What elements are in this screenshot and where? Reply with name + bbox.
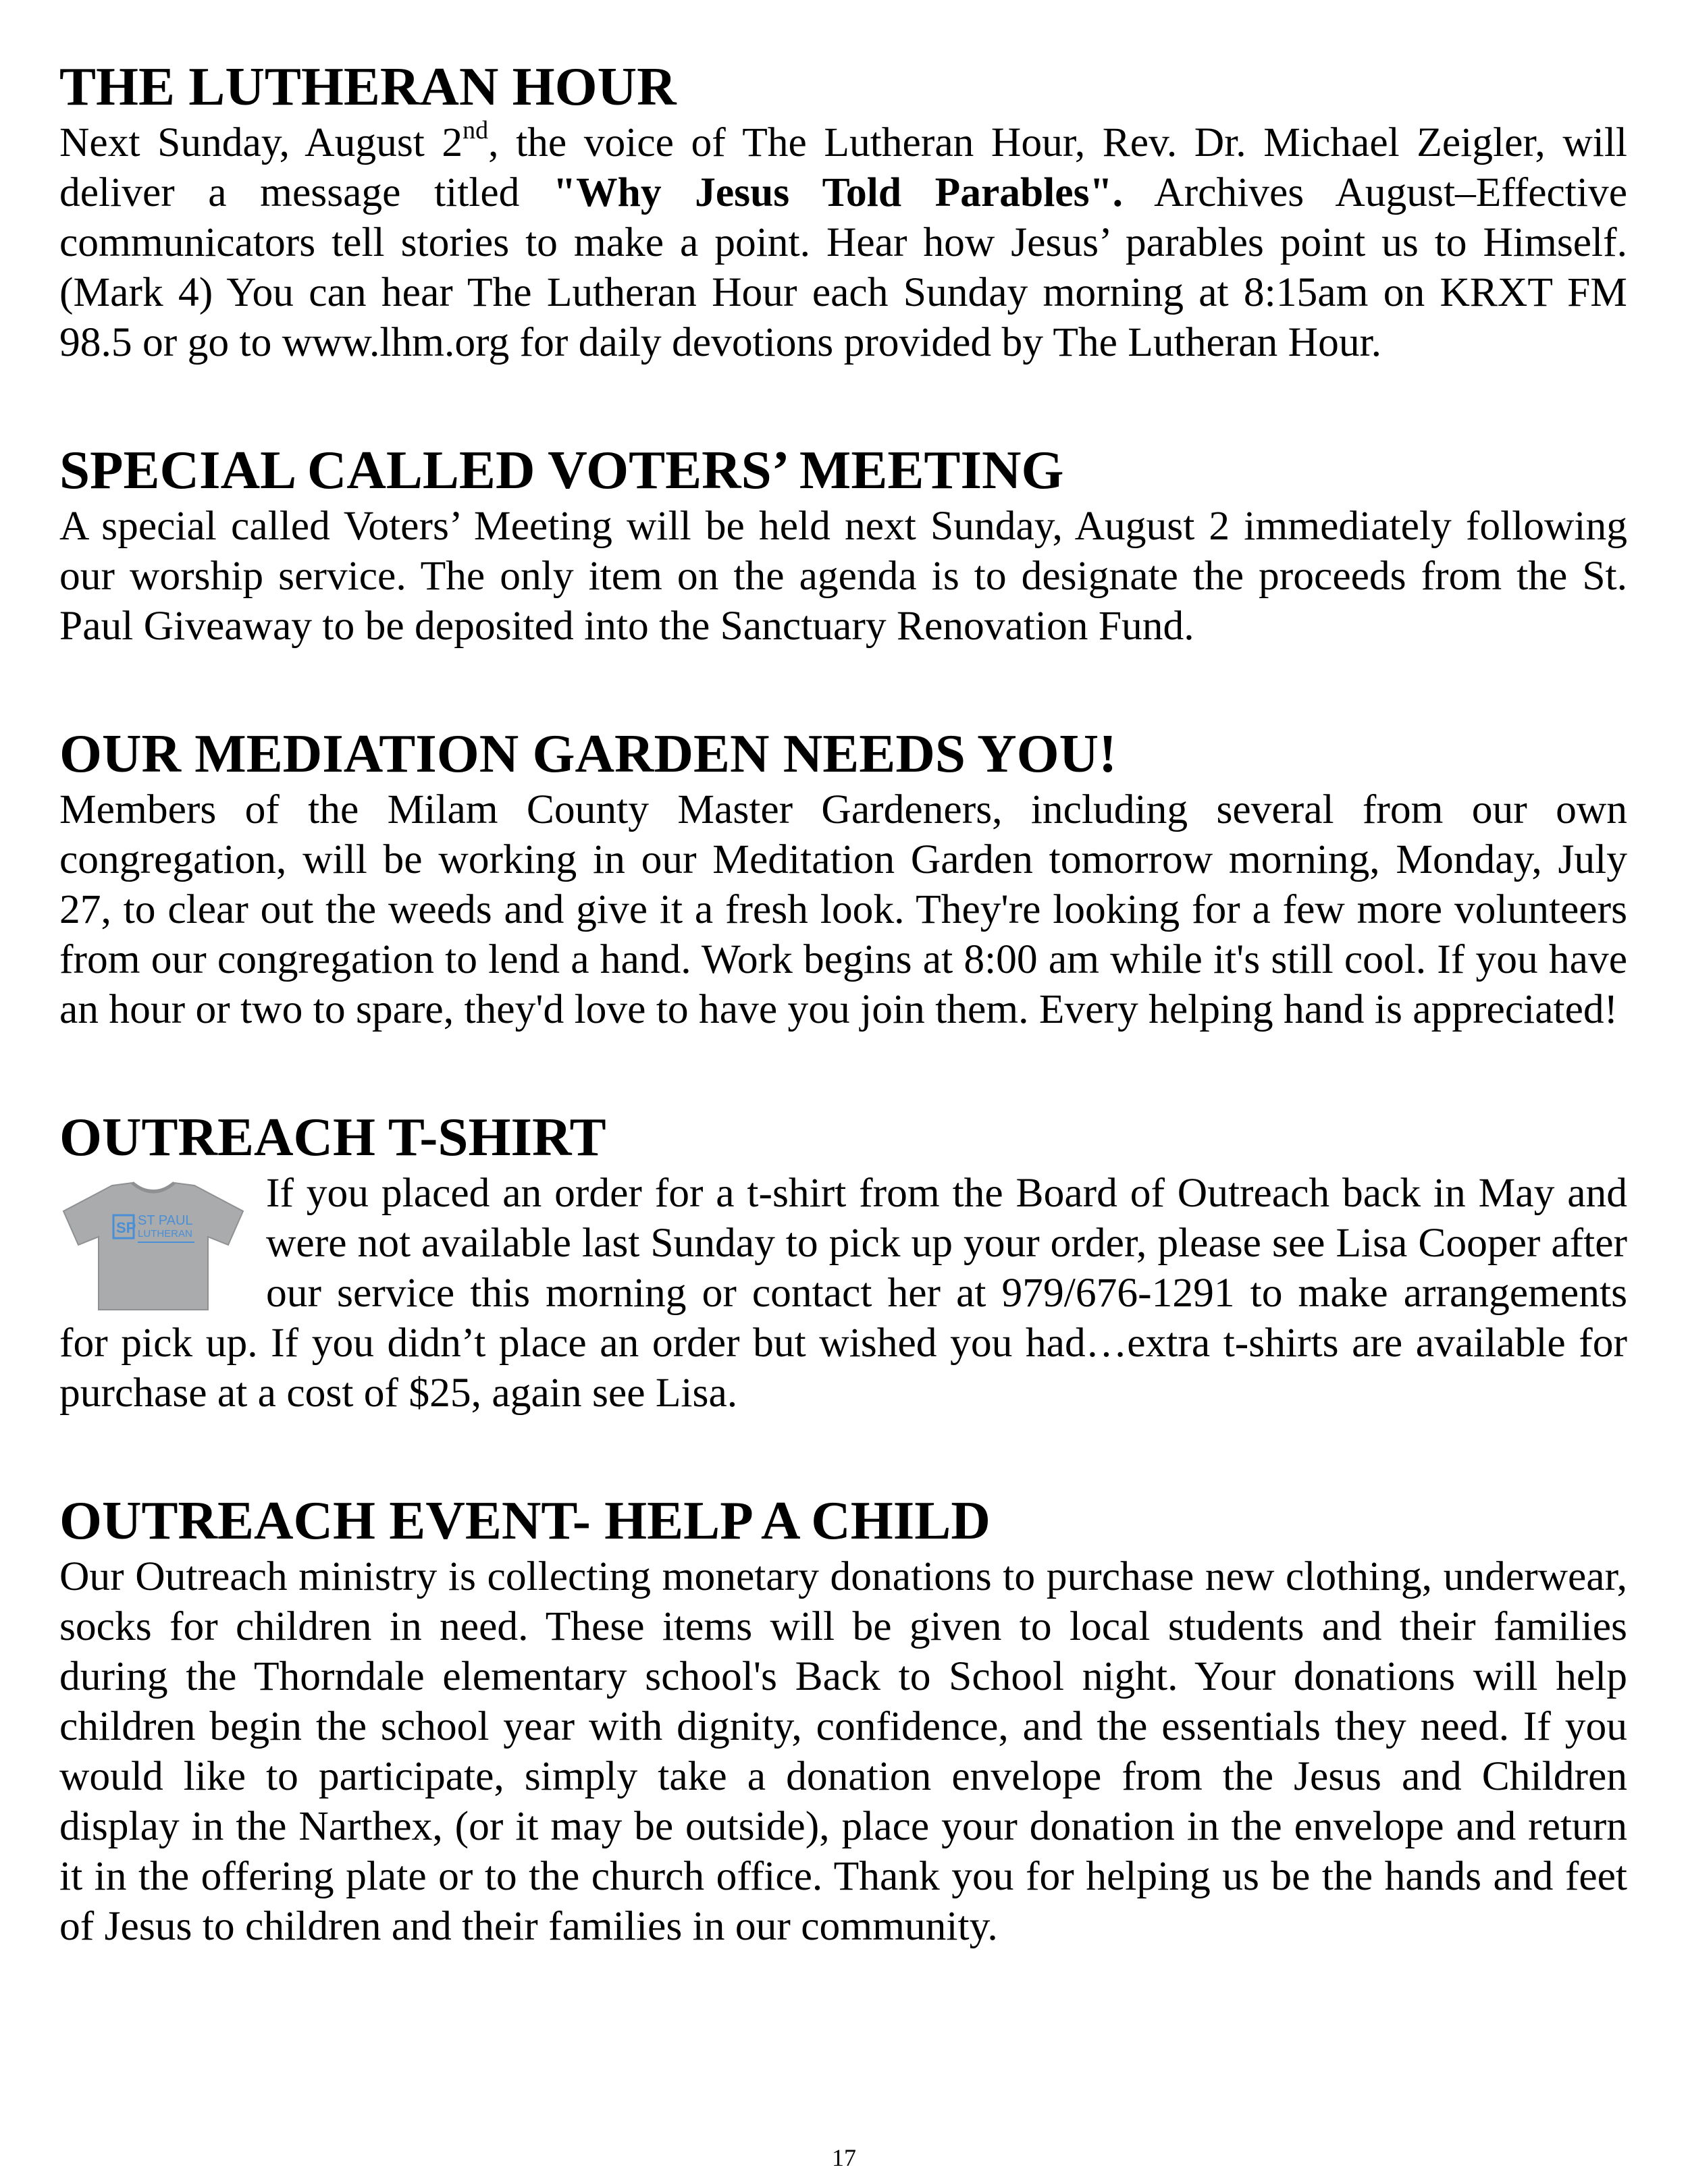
logo-line-2: LUTHERAN (138, 1228, 192, 1240)
section-heading: OUTREACH EVENT- HELP A CHILD (59, 1490, 991, 1551)
logo-initials: SP (116, 1219, 136, 1236)
tshirt-body (63, 1183, 243, 1310)
bulletin-page (59, 55, 1627, 2023)
body-text-part: , the voice of The Lutheran Hour, Rev. Dr. Michael Zeigler, will deliver a message titled (59, 119, 1628, 215)
body-text-part: Archives August–Effective communicators tell stories to make a point. Hear how Jesus’ parables point us to Himself. (Mark 4) You can hear The Lutheran Hour each Sunday morning at 8:15am on KRXT FM 98.5 or go to www.lhm.org for daily devotions provided by The Lutheran Hour. (59, 169, 1628, 365)
section-heading: SPECIAL CALLED VOTERS’ MEETING (59, 440, 1064, 500)
message-title: "Why Jesus Told Parables". (552, 169, 1124, 215)
section-body: A special called Voters’ Meeting will be held next Sunday, August 2 immediately following our worship service. The only item on the agenda is to designate the proceeds from the St. Paul Giveaway to be deposited into the Sanctuary Renovation Fund. (59, 503, 1627, 649)
page-number: 17 (832, 2144, 856, 2171)
section-body: Members of the Milam County Master Gardeners, including several from our own congregation, will be working in our Meditation Garden tomorrow morning, Monday, July 27, to clear out the weeds and give it a fresh look. They're looking for a few more volunteers from our congregation to lend a hand. Work begins at 8:00 am while it's still cool. If you have an hour or two to spare, they'd love to have you join them. Every helping hand is appreciated! (59, 787, 1627, 1032)
section-heading: OUR MEDIATION GARDEN NEEDS YOU! (59, 723, 1117, 784)
section-body (59, 117, 1627, 367)
section-lutheran-hour (59, 55, 1627, 367)
section-help-a-child (59, 1489, 1627, 1951)
section-heading: OUTREACH T-SHIRT (59, 1107, 606, 1167)
logo-line-1: ST PAUL (138, 1213, 193, 1228)
section-voters-meeting (59, 439, 1627, 651)
tshirt-image (59, 1180, 247, 1312)
section-heading: THE LUTHERAN HOUR (59, 56, 677, 117)
section-outreach-tshirt (59, 1106, 1627, 1418)
section-body: If you placed an order for a t-shirt from the Board of Outreach back in May and were not available last Sunday to pick up your order, please see Lisa Cooper after our service this morning or contact her at 979/676-1291 to make arrangements for pick up. If you didn’t place an order but wished you had…extra t-shirts are available for purchase at a cost of $25, again see Lisa. (59, 1170, 1627, 1416)
ordinal-suffix: nd (463, 116, 489, 144)
tshirt-icon (59, 1180, 247, 1312)
section-garden (59, 722, 1627, 1034)
section-body: Our Outreach ministry is collecting monetary donations to purchase new clothing, underwear, socks for children in need. These items will be given to local students and their families during the Thorndale elementary school's Back to School night. Your donations will help children begin the school year with dignity, confidence, and the essentials they need. If you would like to participate, simply take a donation envelope from the Jesus and Children display in the Narthex, (or it may be outside), place your donation in the envelope and return it in the offering plate or to the church office. Thank you for helping us be the hands and feet of Jesus to children and their families in our community. (59, 1553, 1627, 1949)
body-text-part: Next Sunday, August 2 (59, 119, 463, 165)
